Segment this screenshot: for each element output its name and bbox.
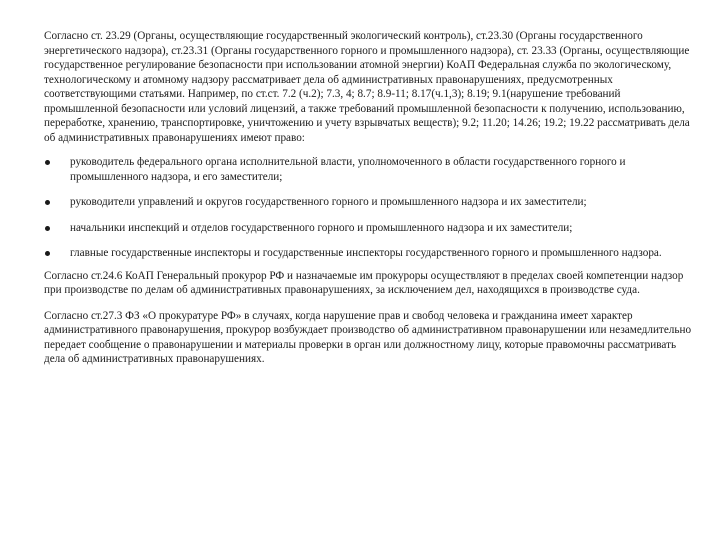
list-item-text: руководители управлений и округов государственного горного и промышленного надзора и их заместители; <box>70 196 587 208</box>
list-item-text: руководитель федерального органа исполнительной власти, уполномоченного в области государственного горного и промышленного надзора, и его заместители; <box>70 156 626 183</box>
list-item-text: начальники инспекций и отделов государственного горного и промышленного надзора и их заместители; <box>70 221 573 234</box>
bullet-icon <box>45 200 50 205</box>
document-body <box>44 29 694 367</box>
list-item <box>44 195 694 210</box>
officials-list <box>44 155 694 261</box>
bullet-icon <box>45 226 50 231</box>
list-item <box>44 155 694 184</box>
paragraph-prosecutor-general: Согласно ст.24.6 КоАП Генеральный прокурор РФ и назначаемые им прокуроры осуществляют в пределах своей компетенции надзор при производстве по делам об административных правонарушениях, за исключением дел, находящихся в производстве суда. <box>44 269 684 296</box>
paragraph-rostekhnadzor: Согласно ст. 23.29 (Органы, осуществляющие государственный экологический контроль), ст.23.30 (Органы государственного энергетического надзора), ст.23.31 (Органы государственного горного и промышленного надзора), ст. 23.33 (Органы, осуществляющие государственное регулирование безопасности при использовании атомной энергии) КоАП Федеральная служба по экологическому, технологическому и атомному надзору рассматривает дела об административных правонарушениях, предусмотренных соответствующими статьями. Например, по ст.ст. 7.2 (ч.2); 7.3, 4; 8.7; 8.9-11; 8.17(ч.1,3); 8.19; 9.1(нарушение требований промышленной безопасности или условий лицензий, а также требований промышленной безопасности к получению, использованию, переработке, хранению, транспортировке, уничтожению и учету взрывчатых веществ); 9.2; 11.20; 14.26; 19.2; 19.22 рассматривать дела об административных правонарушениях имеют право: <box>44 30 690 144</box>
list-item <box>44 221 694 236</box>
paragraph-prosecutor-law: Согласно ст.27.3 ФЗ «О прокуратуре РФ» в случаях, когда нарушение прав и свобод человека и гражданина имеет характер административного правонарушения, прокурор возбуждает производство об административном правонарушении или незамедлительно передает сообщение о правонарушении и материалы проверки в орган или должностному лицу, которые правомочны рассматривать дела об административных правонарушениях. <box>44 309 692 365</box>
list-item <box>44 246 694 261</box>
bullet-icon <box>45 160 50 165</box>
bullet-icon <box>45 251 50 256</box>
list-item-text: главные государственные инспекторы и государственные инспекторы государственного горного и промышленного надзора. <box>70 247 662 259</box>
